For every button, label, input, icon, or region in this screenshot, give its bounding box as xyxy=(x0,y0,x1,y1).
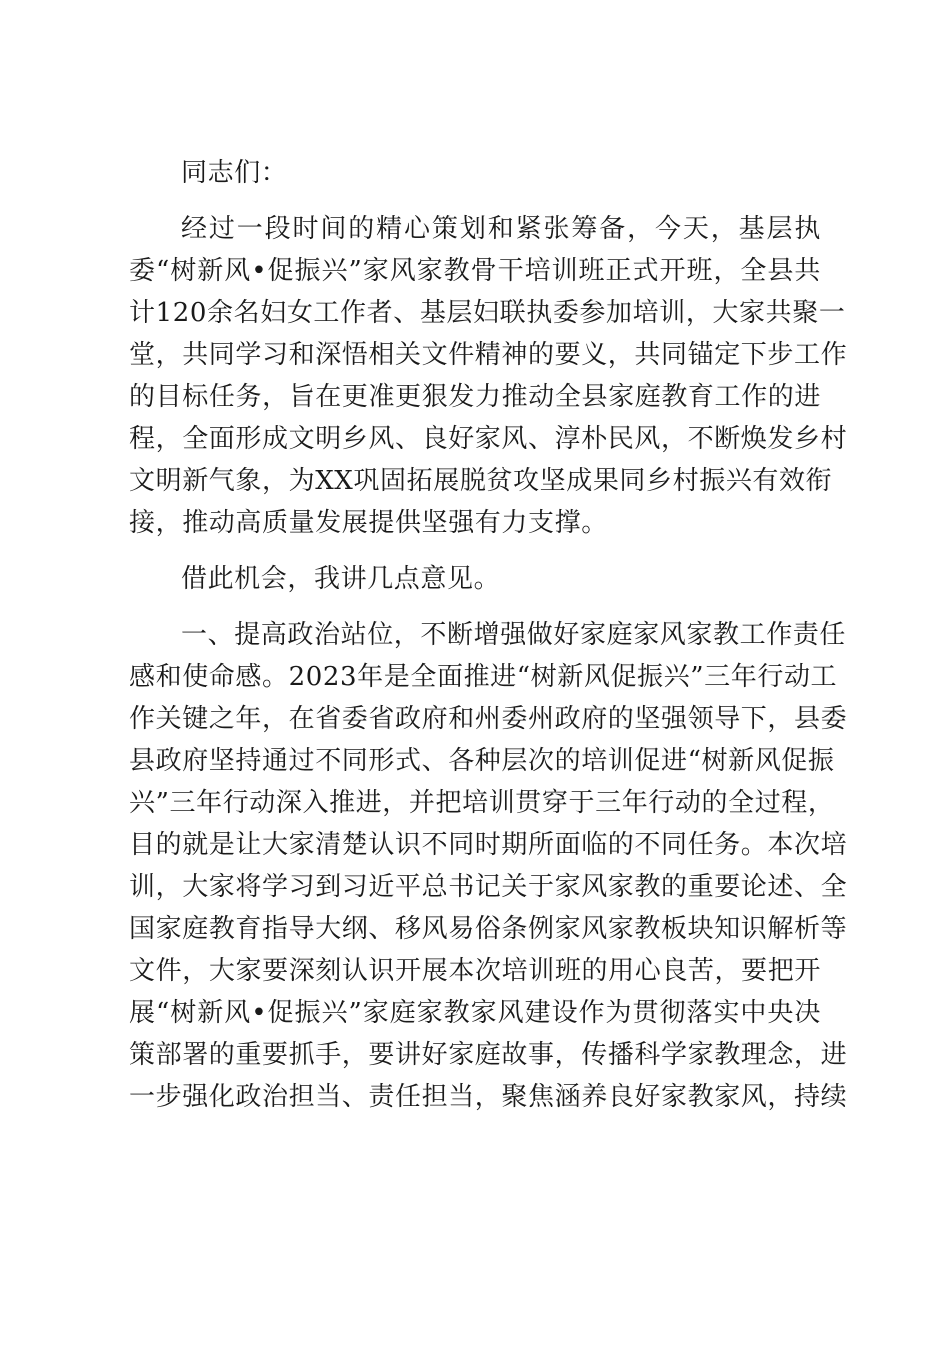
paragraph-line: 感和使命感。2023年是全面推进“树新风促振兴”三年行动工 xyxy=(129,662,838,692)
paragraph-line: 目的就是让大家清楚认识不同时期所面临的不同任务。本次培 xyxy=(129,830,848,860)
paragraph-line: 堂，共同学习和深悟相关文件精神的要义，共同锚定下步工作 xyxy=(129,340,848,370)
paragraph-line: 计120余名妇女工作者、基层妇联执委参加培训，大家共聚一 xyxy=(129,298,846,328)
paragraph-line: 委“树新风•促振兴”家风家教骨干培训班正式开班，全县共 xyxy=(129,256,821,286)
paragraph-line: 兴”三年行动深入推进，并把培训贯穿于三年行动的全过程， xyxy=(129,788,835,818)
paragraph-line: 策部署的重要抓手，要讲好家庭故事，传播科学家教理念，进 xyxy=(129,1040,848,1070)
salutation: 同志们： xyxy=(181,158,288,188)
paragraph-line: 训，大家将学习到习近平总书记关于家风家教的重要论述、全 xyxy=(129,872,848,902)
paragraph-line: 文明新气象，为XX巩固拓展脱贫攻坚成果同乡村振兴有效衔 xyxy=(129,466,833,496)
paragraph-line: 展“树新风•促振兴”家庭家教家风建设作为贯彻落实中央决 xyxy=(129,998,821,1028)
paragraph-line: 县政府坚持通过不同形式、各种层次的培训促进“树新风促振 xyxy=(129,746,835,776)
paragraph-line: 借此机会，我讲几点意见。 xyxy=(181,564,501,594)
paragraph-line: 国家庭教育指导大纲、移风易俗条例家风家教板块知识解析等 xyxy=(129,914,848,944)
paragraph-line: 的目标任务，旨在更准更狠发力推动全县家庭教育工作的进 xyxy=(129,382,821,412)
paragraph-line: 接，推动高质量发展提供坚强有力支撑。 xyxy=(129,508,608,538)
paragraph-line: 文件，大家要深刻认识开展本次培训班的用心良苦，要把开 xyxy=(129,956,821,986)
paragraph-line: 经过一段时间的精心策划和紧张筹备，今天，基层执 xyxy=(181,214,821,244)
paragraph-line: 一步强化政治担当、责任担当，聚焦涵养良好家教家风，持续 xyxy=(129,1082,848,1112)
paragraph-line: 程，全面形成文明乡风、良好家风、淳朴民风，不断焕发乡村 xyxy=(129,424,848,454)
paragraph-line: 作关键之年，在省委省政府和州委州政府的坚强领导下，县委 xyxy=(129,704,848,734)
paragraph-line: 一、提高政治站位，不断增强做好家庭家风家教工作责任 xyxy=(181,620,847,650)
